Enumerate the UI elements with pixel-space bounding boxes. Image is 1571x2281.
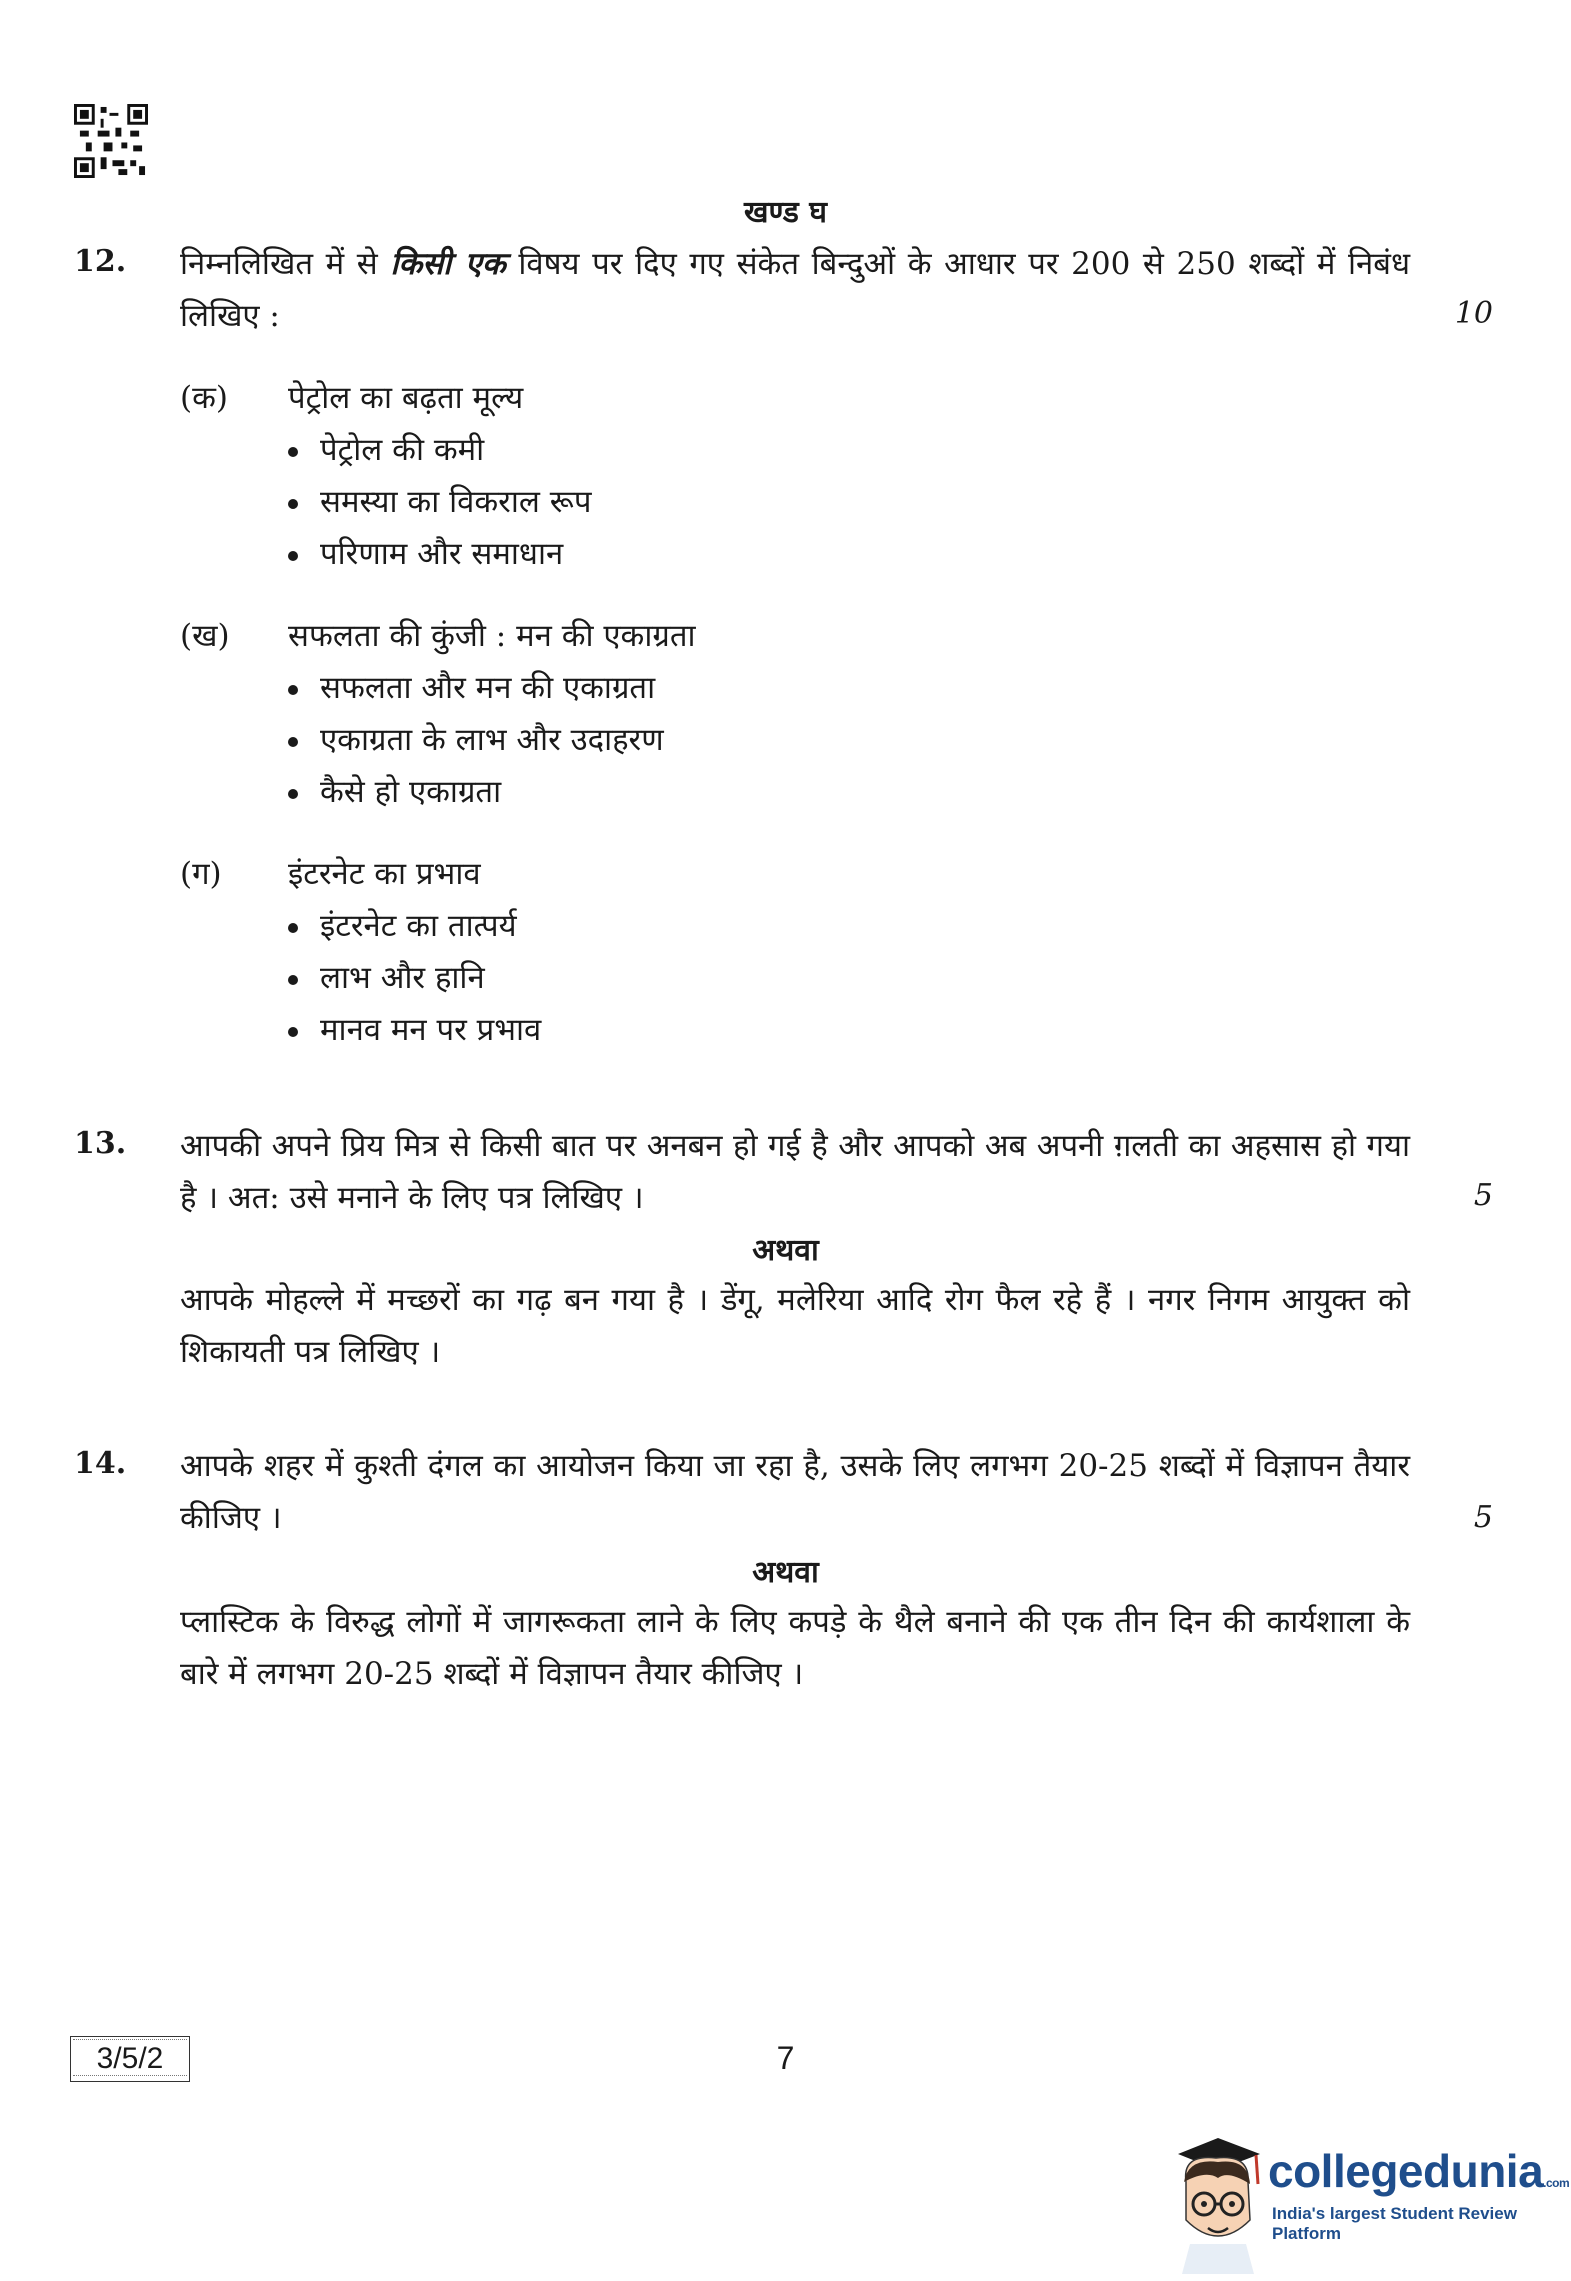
option-point: सफलता और मन की एकाग्रता <box>288 666 655 708</box>
option-title: इंटरनेट का प्रभाव <box>288 856 481 892</box>
option-point: समस्या का विकराल रूप <box>288 480 591 522</box>
question-12-marks: 10 <box>1454 296 1493 331</box>
question-12-number: 12. <box>74 244 127 279</box>
option-point: लाभ और हानि <box>288 956 485 998</box>
option-title: पेट्रोल का बढ़ता मूल्य <box>288 380 524 416</box>
bullet-icon <box>288 975 298 985</box>
question-13-text: आपकी अपने प्रिय मित्र से किसी बात पर अनबन हो गई है और आपको अब अपनी ग़लती का अहसास हो गया है । अत: उसे मनाने के लिए पत्र लिखिए । <box>180 1128 1410 1216</box>
brand-tagline: India's largest Student Review Platform <box>1272 2204 1517 2243</box>
option-label: (ख) <box>180 618 230 654</box>
option-point: एकाग्रता के लाभ और उदाहरण <box>288 718 664 760</box>
question-12-text: निम्नलिखित में से किसी एक विषय पर दिए गए संकेत बिन्दुओं के आधार पर 200 से 250 शब्दों में निबंध लिखिए : <box>180 246 1411 334</box>
page-number: 7 <box>776 2040 795 2076</box>
option-point: इंटरनेट का तात्पर्य <box>288 904 517 946</box>
option-point: कैसे हो एकाग्रता <box>288 770 501 812</box>
option-title: सफलता की कुंजी : मन की एकाग्रता <box>288 618 696 654</box>
bullet-icon <box>288 789 298 799</box>
question-14-marks: 5 <box>1473 1500 1493 1535</box>
question-13-alt-text: आपके मोहल्ले में मच्छरों का गढ़ बन गया है । डेंगू, मलेरिया आदि रोग फैल रहे हैं । नगर निगम आयुक्त को शिकायती पत्र लिखिए । <box>180 1282 1410 1370</box>
option-point: परिणाम और समाधान <box>288 532 563 574</box>
bullet-icon <box>288 499 298 509</box>
bullet-icon <box>288 923 298 933</box>
brand-name: collegedunia.com <box>1268 2145 1570 2197</box>
bullet-icon <box>288 447 298 457</box>
option-point: मानव मन पर प्रभाव <box>288 1008 541 1050</box>
question-14-alt-text: प्लास्टिक के विरुद्ध लोगों में जागरूकता लाने के लिए कपड़े के थैले बनाने की एक तीन दिन की कार्यशाला के बारे में लगभग 20-25 शब्दों में विज्ञापन तैयार कीजिए । <box>180 1604 1410 1692</box>
brand-logo <box>1168 2124 1568 2274</box>
question-13-marks: 5 <box>1473 1178 1493 1213</box>
bullet-icon <box>288 551 298 561</box>
option-point: पेट्रोल की कमी <box>288 428 484 470</box>
or-label: अथवा <box>752 1555 819 1590</box>
mascot-icon <box>1168 2124 1266 2274</box>
bullet-icon <box>288 737 298 747</box>
bullet-icon <box>288 1027 298 1037</box>
question-13-number: 13. <box>74 1126 127 1161</box>
question-14-number: 14. <box>74 1446 127 1481</box>
option-label: (ग) <box>180 856 222 892</box>
qr-code-icon <box>74 104 148 178</box>
or-label: अथवा <box>752 1233 819 1268</box>
paper-code: 3/5/2 <box>70 2036 190 2082</box>
section-title: खण्ड घ <box>743 195 827 230</box>
question-14-text: आपके शहर में कुश्ती दंगल का आयोजन किया जा रहा है, उसके लिए लगभग 20-25 शब्दों में विज्ञापन तैयार कीजिए । <box>180 1448 1410 1536</box>
bullet-icon <box>288 685 298 695</box>
emphasis-text: किसी एक <box>390 246 506 282</box>
option-label: (क) <box>180 380 228 416</box>
